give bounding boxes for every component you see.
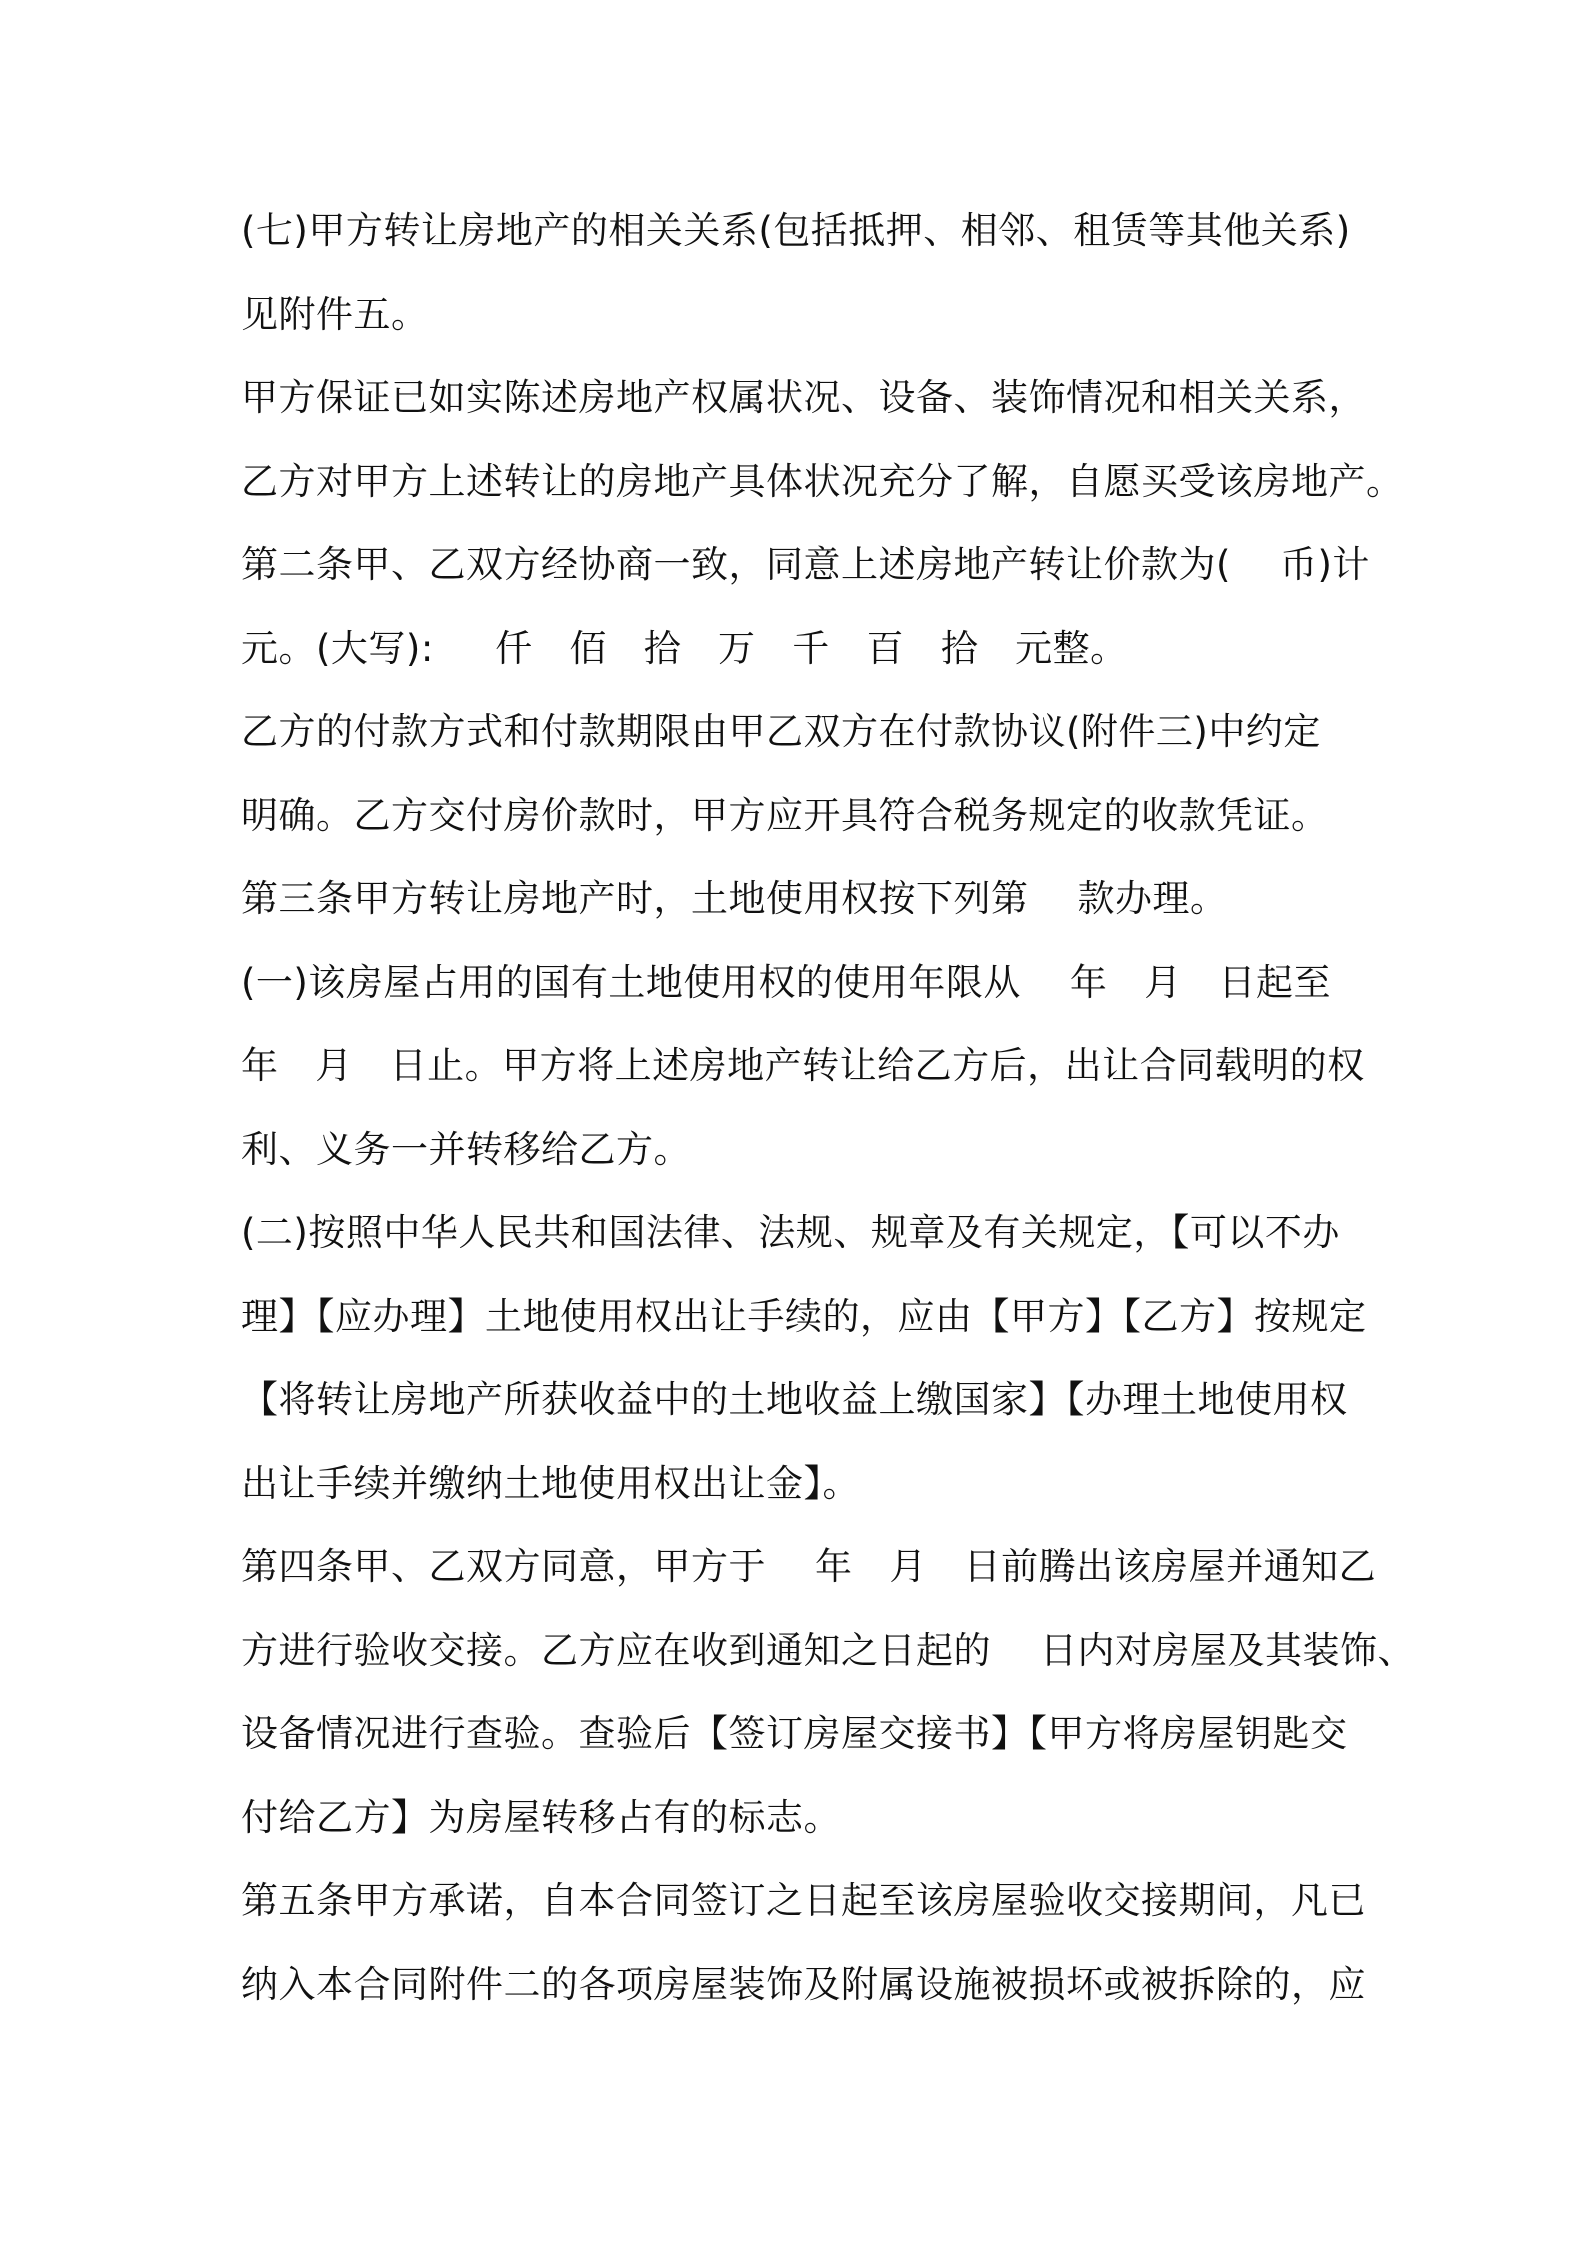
text-line: 第二条甲、乙双方经协商一致，同意上述房地产转让价款为( 币)计 [241,543,1370,586]
text-line: 年 月 日止。甲方将上述房地产转让给乙方后，出让合同载明的权 [241,1044,1365,1087]
text-line: (七)甲方转让房地产的相关关系(包括抵押、相邻、租赁等其他关系) [241,209,1351,252]
text-line: 出让手续并缴纳土地使用权出让金】。 [241,1461,860,1505]
text-line: 元。(大写): 仟 佰 拾 万 千 百 拾 元整。 [241,626,1128,670]
text-line: 乙方的付款方式和付款期限由甲乙双方在付款协议(附件三)中约定 [241,710,1321,753]
text-line: 付给乙方】为房屋转移占有的标志。 [241,1795,841,1839]
text-line: 第三条甲方转让房地产时，土地使用权按下列第 款办理。 [241,877,1228,920]
text-line: 第五条甲方承诺，自本合同签订之日起至该房屋验收交接期间，凡已 [241,1879,1366,1922]
text-line: 第四条甲、乙双方同意，甲方于 年 月 日前腾出该房屋并通知乙 [241,1545,1377,1588]
text-line: 纳入本合同附件二的各项房屋装饰及附属设施被损坏或被拆除的，应 [241,1962,1366,2006]
text-line: 【将转让房地产所获收益中的土地收益上缴国家】【办理土地使用权 [241,1378,1348,1421]
text-line: 理】【应办理】土地使用权出让手续的，应由【甲方】【乙方】按规定 [241,1294,1367,1338]
text-line: 甲方保证已如实陈述房地产权属状况、设备、装饰情况和相关关系， [241,376,1366,419]
text-line: 见附件五。 [241,292,429,336]
text-line: 利、义务一并转移给乙方。 [241,1127,691,1171]
text-line: 设备情况进行查验。查验后【签订房屋交接书】【甲方将房屋钥匙交 [241,1712,1348,1755]
text-line: 方进行验收交接。乙方应在收到通知之日起的 日内对房屋及其装饰、 [241,1628,1416,1672]
document-body [241,198,1416,2035]
text-line: 乙方对甲方上述转让的房地产具体状况充分了解，自愿买受该房地产。 [241,459,1404,503]
text-line: (一)该房屋占用的国有土地使用权的使用年限从 年 月 日起至 [241,960,1331,1004]
text-line: (二)按照中华人民共和国法律、法规、规章及有关规定，【可以不办 [241,1211,1340,1254]
text-line: 明确。乙方交付房价款时，甲方应开具符合税务规定的收款凭证。 [241,793,1329,837]
